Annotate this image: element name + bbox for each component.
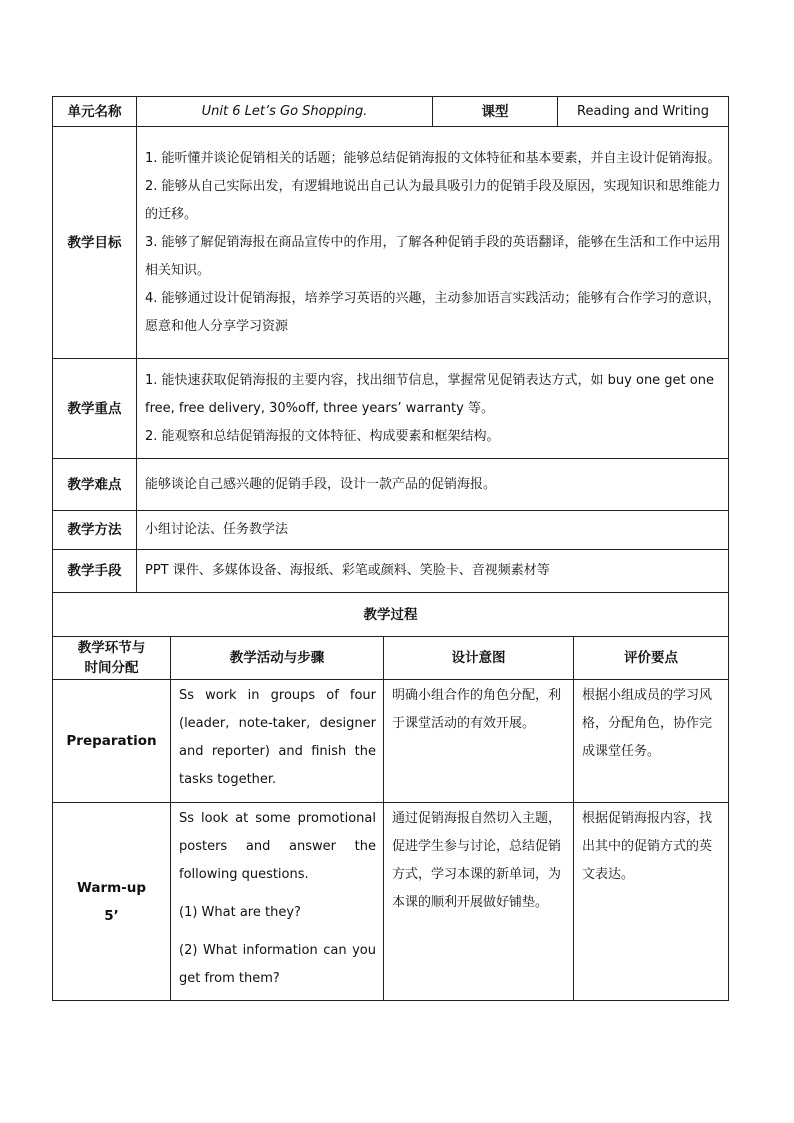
difficulty-text: 能够谈论自己感兴趣的促销手段，设计一款产品的促销海报。 — [137, 459, 729, 511]
method-row — [53, 511, 729, 550]
stage-header-line: 时间分配 — [84, 660, 139, 676]
goals-label: 教学目标 — [53, 127, 137, 359]
table-row — [53, 680, 729, 803]
key-points-cell — [137, 359, 729, 459]
goals-cell — [137, 127, 729, 359]
difficulty-label: 教学难点 — [53, 459, 137, 511]
evaluation-header: 评价要点 — [574, 637, 729, 680]
process-table — [52, 636, 729, 1001]
activity-text: Ss work in groups of four (leader, note-taker, designer and reporter) and finish the tasks together. — [179, 688, 376, 787]
unit-label: 单元名称 — [53, 97, 137, 127]
means-label: 教学手段 — [53, 550, 137, 593]
lesson-info-table — [52, 96, 729, 637]
means-text: PPT 课件、多媒体设备、海报纸、彩笔或颜料、笑脸卡、音视频素材等 — [137, 550, 729, 593]
process-title: 教学过程 — [53, 593, 729, 637]
activity-header: 教学活动与步骤 — [171, 637, 384, 680]
evaluation-cell: 根据小组成员的学习风格，分配角色，协作完成课堂任务。 — [574, 680, 729, 803]
goal-item: 1. 能听懂并谈论促销相关的话题；能够总结促销海报的文体特征和基本要素，并自主设计促销海报。 — [145, 150, 721, 166]
unit-name: Unit 6 Let’s Go Shopping. — [137, 97, 433, 127]
goals-row — [53, 127, 729, 359]
key-points-row — [53, 359, 729, 459]
method-text: 小组讨论法、任务教学法 — [137, 511, 729, 550]
intent-cell: 明确小组合作的角色分配，利于课堂活动的有效开展。 — [384, 680, 574, 803]
activity-text: Ss look at some promotional posters and answer the following questions. — [179, 811, 376, 882]
intent-cell: 通过促销海报自然切入主题，促进学生参与讨论，总结促销方式，学习本课的新单词，为本课的顺利开展做好铺垫。 — [384, 803, 574, 1001]
method-label: 教学方法 — [53, 511, 137, 550]
activity-cell — [171, 680, 384, 803]
stage-name: Warm-up — [76, 879, 147, 896]
table-row — [53, 803, 729, 1001]
type-value: Reading and Writing — [558, 97, 729, 127]
activity-text: (2) What information can you get from them? — [179, 943, 376, 986]
stage-cell — [53, 803, 171, 1001]
stage-header — [53, 637, 171, 680]
key-points-label: 教学重点 — [53, 359, 137, 459]
intent-header: 设计意图 — [384, 637, 574, 680]
activity-text: (1) What are they? — [179, 905, 301, 920]
process-title-row — [53, 593, 729, 637]
key-point-item: 1. 能快速获取促销海报的主要内容，找出细节信息，掌握常见促销表达方式，如 buy one get one free, free delivery, 30%off, three years’ warranty 等。 — [145, 372, 714, 416]
difficulty-row — [53, 459, 729, 511]
means-row — [53, 550, 729, 593]
activity-cell — [171, 803, 384, 1001]
stage-time: 5’ — [104, 907, 119, 924]
goal-item: 3. 能够了解促销海报在商品宣传中的作用，了解各种促销手段的英语翻译，能够在生活和工作中运用相关知识。 — [145, 234, 721, 278]
type-label: 课型 — [433, 97, 558, 127]
stage-name: Preparation — [53, 680, 171, 803]
goal-item: 4. 能够通过设计促销海报，培养学习英语的兴趣，主动参加语言实践活动；能够有合作学习的意识，愿意和他人分享学习资源 — [145, 290, 721, 334]
process-header-row — [53, 637, 729, 680]
evaluation-cell: 根据促销海报内容，找出其中的促销方式的英文表达。 — [574, 803, 729, 1001]
key-point-item: 2. 能观察和总结促销海报的文体特征、构成要素和框架结构。 — [145, 428, 500, 444]
goal-item: 2. 能够从自己实际出发，有逻辑地说出自己认为最具吸引力的促销手段及原因，实现知识和思维能力的迁移。 — [145, 178, 721, 222]
stage-header-line: 教学环节与 — [77, 640, 146, 656]
unit-row — [53, 97, 729, 127]
